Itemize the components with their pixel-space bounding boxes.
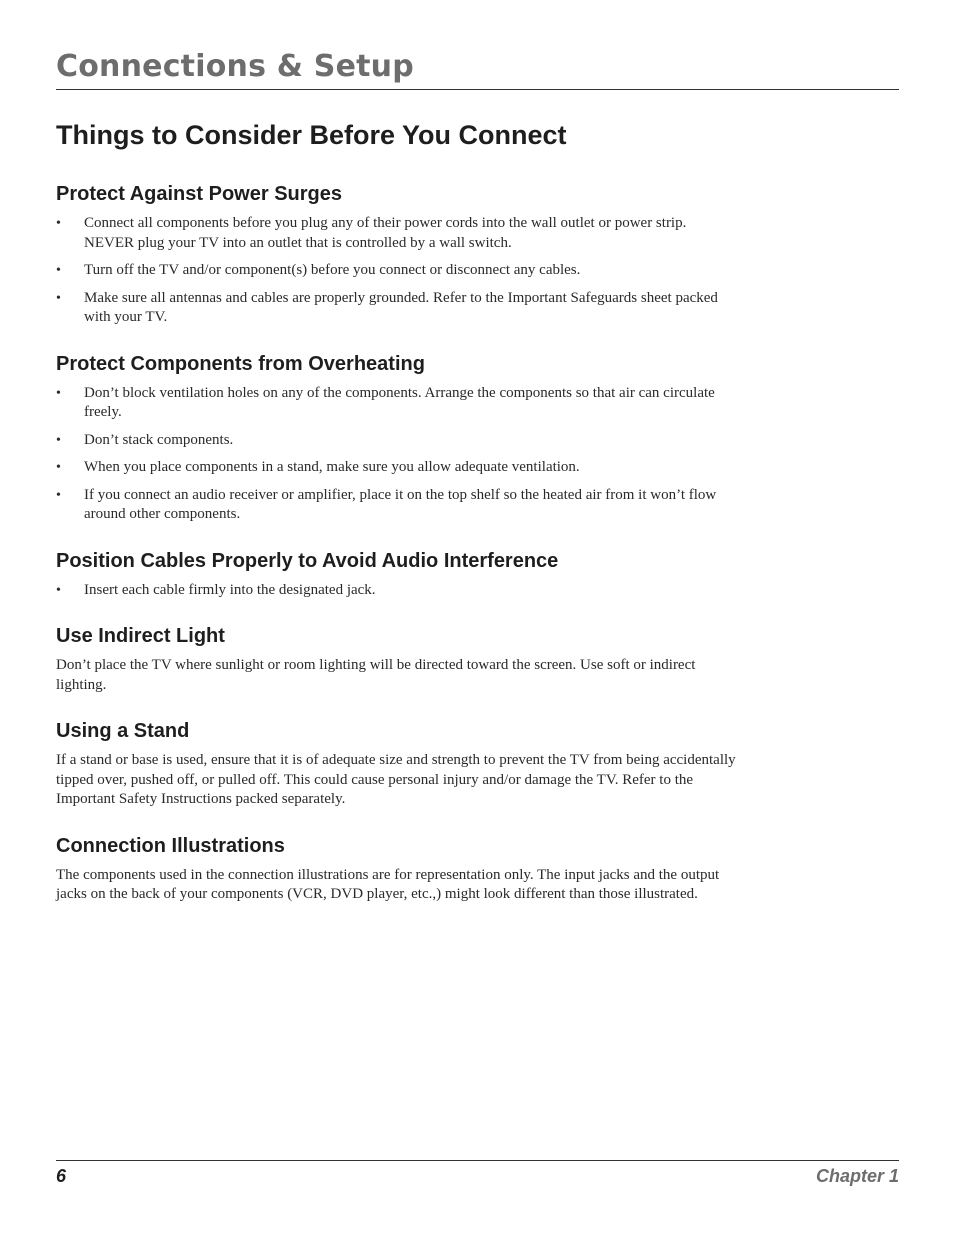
section-heading: Protect Components from Overheating (56, 352, 425, 375)
section-power-surges (56, 180, 736, 328)
chapter-title: Connections & Setup (56, 49, 414, 84)
bullet-item (56, 458, 736, 478)
bullet-text: When you place components in a stand, make sure you allow adequate ventilation. (84, 459, 580, 475)
bullet-text: Turn off the TV and/or component(s) before you connect or disconnect any cables. (84, 262, 581, 278)
bullet-item (56, 384, 736, 423)
bullet-text: If you connect an audio receiver or amplifier, place it on the top shelf so the heated air from it won’t flow around other components. (84, 486, 717, 522)
bullet-icon: • (56, 487, 61, 503)
bullet-list (56, 214, 736, 328)
chapter-label: Chapter 1 (815, 1166, 899, 1186)
section-heading: Use Indirect Light (56, 625, 225, 647)
section-audio-interference (56, 547, 736, 601)
bullet-icon: • (56, 216, 61, 231)
section-heading: Position Cables Properly to Avoid Audio Interference (56, 549, 559, 572)
bullet-item (56, 289, 736, 328)
page-content (56, 116, 736, 927)
bullet-item (56, 214, 736, 253)
section-connection-illustrations (56, 832, 736, 905)
section-heading: Protect Against Power Surges (56, 183, 342, 205)
bullet-item (56, 261, 736, 281)
section-paragraph: If a stand or base is used, ensure that it is of adequate size and strength to prevent the TV from being accidentally tipped over, pushed off, or pulled off. This could cause personal injury and/or damage the TV. Refer to the Important Safety Instructions packed separately. (56, 752, 736, 807)
page-footer (56, 1160, 899, 1191)
bullet-icon: • (56, 582, 61, 598)
bullet-icon: • (56, 385, 61, 401)
bullet-item (56, 581, 736, 601)
bullet-text: Connect all components before you plug any of their power cords into the wall outlet or power strip. NEVER plug your TV into an outlet that is controlled by a wall switch. (84, 215, 687, 251)
section-paragraph: The components used in the connection illustrations are for representation only. The input jacks and the output jacks on the back of your components (VCR, DVD player, etc.,) might look different than those illustrated. (56, 866, 720, 902)
bullet-icon: • (56, 432, 61, 448)
bullet-icon: • (56, 460, 61, 475)
page-number: 6 (56, 1166, 67, 1186)
page-header (56, 47, 899, 90)
section-using-stand (56, 717, 736, 810)
bullet-text: Don’t block ventilation holes on any of the components. Arrange the components so that air can circulate freely. (84, 384, 715, 420)
bullet-text: Insert each cable firmly into the designated jack. (84, 581, 376, 598)
section-heading: Using a Stand (56, 720, 190, 742)
bullet-icon: • (56, 263, 61, 278)
section-heading: Connection Illustrations (56, 834, 285, 857)
section-indirect-light (56, 622, 736, 695)
bullet-list (56, 384, 736, 525)
bullet-item (56, 431, 736, 451)
bullet-item (56, 486, 736, 525)
section-paragraph: Don’t place the TV where sunlight or room lighting will be directed toward the screen. Use soft or indirect lighting. (56, 657, 696, 693)
bullet-text: Don’t stack components. (84, 431, 234, 448)
section-overheating (56, 350, 736, 525)
page-title: Things to Consider Before You Connect (56, 120, 567, 150)
bullet-text: Make sure all antennas and cables are properly grounded. Refer to the Important Safeguards sheet packed with your TV. (84, 289, 718, 325)
bullet-icon: • (56, 290, 61, 306)
bullet-list (56, 581, 736, 601)
